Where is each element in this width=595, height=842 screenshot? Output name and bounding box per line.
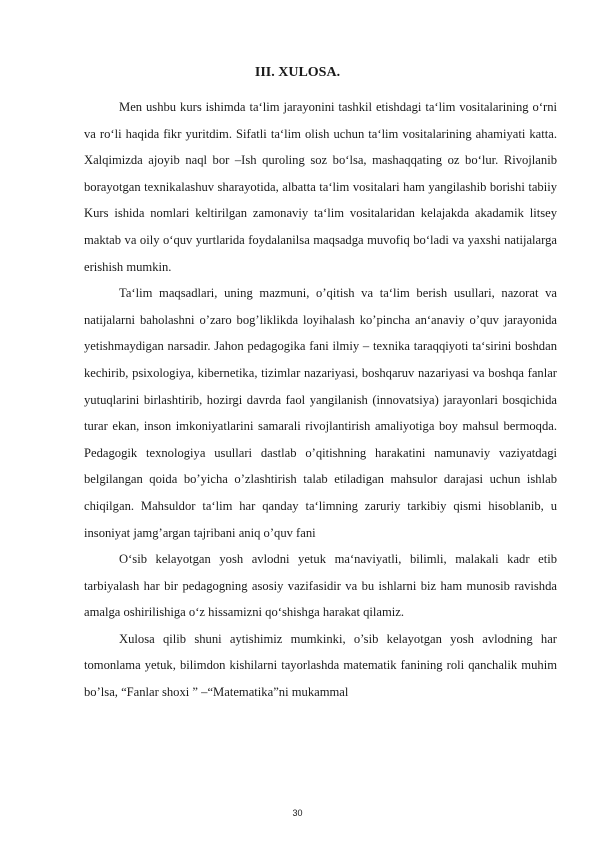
section-title: III. XULOSA. bbox=[254, 65, 341, 80]
paragraph-2: Ta‘lim maqsadlari, uning mazmuni, o’qitish va ta‘lim berish usullari, nazorat va natijalarni baholashni o’zaro bog’liklikda loyihalash ko’pincha an‘anaviy o’quv jarayonida yetishmaydigan narsadir. Jahon pedagogika fani ilmiy – texnika taraqqiyoti ta‘sirini boshdan kechirib, psixologiya, kibernetika, tizimlar nazariyasi, boshqaruv nazariyasi va boshqa fanlar yutuqlarini birlashtirib, hozirgi davrda faol yangilanish (innovatsiya) jarayonlari bosqichida turar ekan, inson imkoniyatlarini samarali rivojlantirish amaliyotiga boy mahsul bermoqda. Pedagogik texnologiya usullari dastlab o’qitishning harakatini namunaviy vaziyatdagi belgilangan qoida bo’yicha o’zlashtirish talab etiladigan mahsulor darajasi uchun ishlab chiqilgan. Mahsuldor ta‘lim har qanday ta‘limning zaruriy tarkibiy qismi hisoblanib, u insoniyat jamg’argan tajribani aniq o’quv fani bbox=[84, 286, 557, 540]
paragraph-1: Men ushbu kurs ishimda ta‘lim jarayonini tashkil etishdagi ta‘lim vositalarining o‘rni va ro‘li haqida fikr yuritdim. Sifatli ta‘lim olish uchun ta‘lim vositalarining ahamiyati katta. Xalqimizda ajoyib naql bor ‒Ish quroling soz bo‘lsa, mashaqqating oz bo‘lur. Rivojlanib borayotgan texnikalashuv sharayotida, albatta ta‘lim vositalari ham yangilashib borishi tabiiy Kurs ishida nomlari keltirilgan zamonaviy ta‘lim vositalaridan kelajakda akadamik litsey maktab va oily o‘quv yurtlarida foydalanilsa maqsadga muvofiq bo‘ladi va yaxshi natijalarga erishish mumkin. bbox=[84, 100, 557, 274]
paragraph-4: Xulosa qilib shuni aytishimiz mumkinki, o’sib kelayotgan yosh avlodning har tomonlama yetuk, bilimdon kishilarni tayorlashda matematik fanining roli qanchalik muhim bo’lsa, “Fanlar shoxi ” ‒“Matematika”ni mukammal bbox=[84, 631, 557, 700]
body-text bbox=[84, 94, 557, 706]
page-number: 30 bbox=[292, 808, 303, 818]
paragraph-3: O‘sib kelayotgan yosh avlodni yetuk ma‘naviyatli, bilimli, malakali kadr etib tarbiyalash har bir pedagogning asosiy vazifasidir va bu ishlarni biz ham munosib ravishda amalga oshirilishiga o‘z hissamizni qo‘shishga harakat qilamiz. bbox=[84, 552, 557, 620]
